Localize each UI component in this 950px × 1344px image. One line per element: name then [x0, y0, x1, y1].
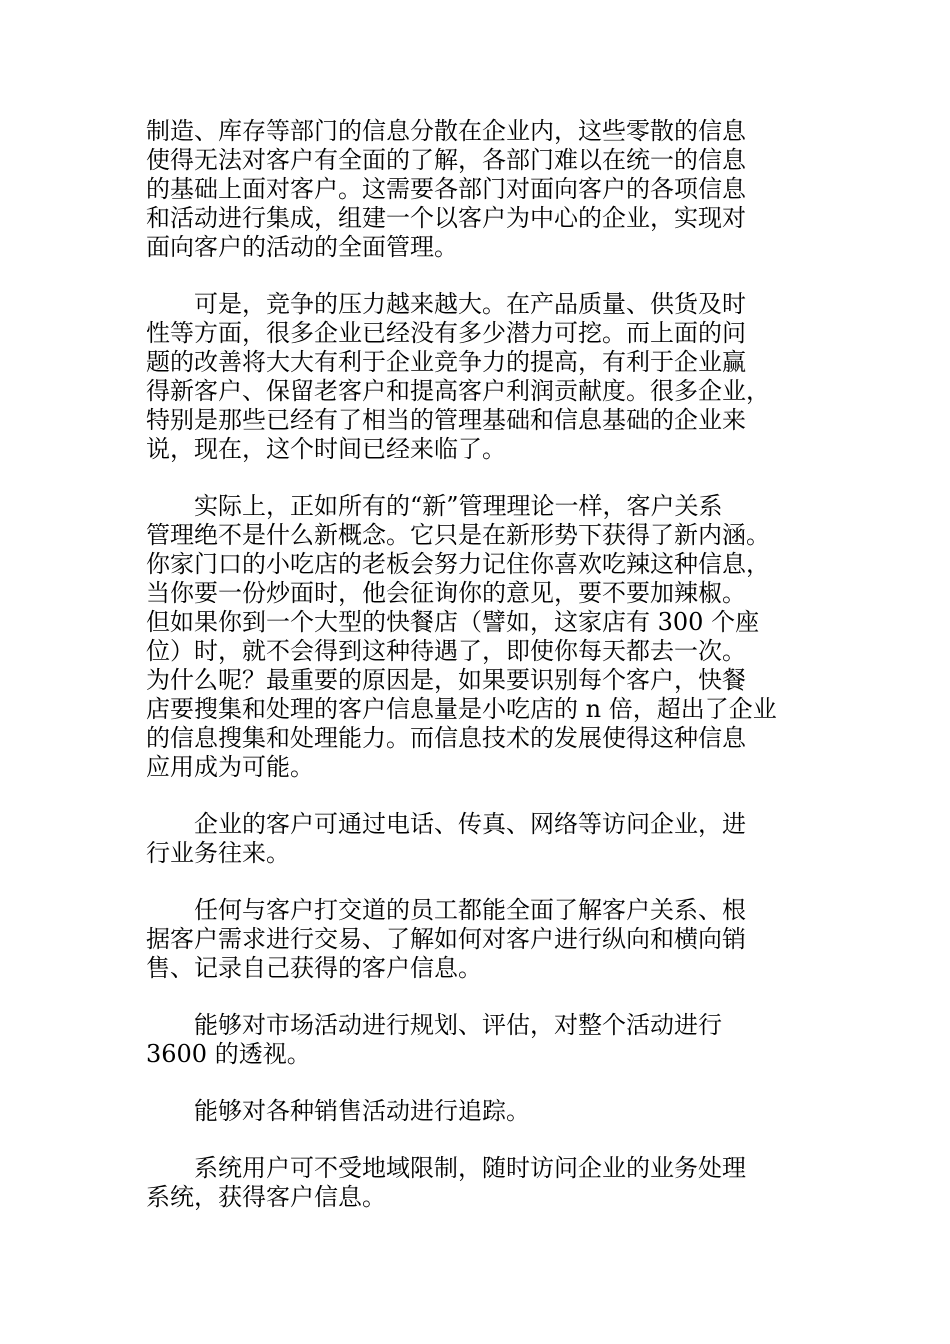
text-line: 题的改善将大大有利于企业竞争力的提高，有利于企业赢	[146, 348, 746, 376]
text-line: 售、记录自己获得的客户信息。	[146, 954, 482, 982]
text-line: 位）时，就不会得到这种待遇了，即使你每天都去一次。	[146, 637, 746, 665]
text-line: 的基础上面对客户。这需要各部门对面向客户的各项信息	[146, 175, 746, 203]
paragraph-6	[146, 1011, 810, 1069]
text-line: 能够对各种销售活动进行追踪。	[146, 1097, 530, 1125]
paragraph-3	[146, 492, 810, 782]
text-line: 为什么呢？最重要的原因是，如果要识别每个客户，快餐	[146, 666, 746, 694]
text-line: 和活动进行集成，组建一个以客户为中心的企业，实现对	[146, 204, 746, 232]
text-line: 店要搜集和处理的客户信息量是小吃店的 n 倍，超出了企业	[146, 695, 777, 723]
text-line: 你家门口的小吃店的老板会努力记住你喜欢吃辣这种信息，	[146, 550, 770, 578]
text-line: 特别是那些已经有了相当的管理基础和信息基础的企业来	[146, 406, 746, 434]
text-line: 管理绝不是什么新概念。它只是在新形势下获得了新内涵。	[146, 521, 770, 549]
text-line: 面向客户的活动的全面管理。	[146, 233, 458, 261]
text-line: 任何与客户打交道的员工都能全面了解客户关系、根	[146, 896, 746, 924]
paragraph-5	[146, 896, 810, 983]
text-line: 系统用户可不受地域限制，随时访问企业的业务处理	[146, 1154, 746, 1182]
paragraph-2	[146, 290, 810, 464]
paragraph-7	[146, 1097, 810, 1126]
paragraph-1	[146, 117, 810, 262]
paragraph-8	[146, 1154, 810, 1212]
text-line: 使得无法对客户有全面的了解，各部门难以在统一的信息	[146, 146, 746, 174]
text-line: 当你要一份炒面时，他会征询你的意见，要不要加辣椒。	[146, 579, 746, 607]
text-line: 的信息搜集和处理能力。而信息技术的发展使得这种信息	[146, 724, 746, 752]
text-line: 据客户需求进行交易、了解如何对客户进行纵向和横向销	[146, 925, 746, 953]
text-line: 应用成为可能。	[146, 753, 314, 781]
text-line: 实际上，正如所有的“新”管理理论一样，客户关系	[146, 492, 723, 520]
document-body	[146, 117, 810, 1240]
paragraph-4	[146, 810, 810, 868]
text-line: 可是，竞争的压力越来越大。在产品质量、供货及时	[146, 290, 746, 318]
text-line: 得新客户、保留老客户和提高客户利润贡献度。很多企业，	[146, 377, 770, 405]
text-line: 性等方面，很多企业已经没有多少潜力可挖。而上面的问	[146, 319, 746, 347]
text-line: 制造、库存等部门的信息分散在企业内，这些零散的信息	[146, 117, 746, 145]
text-line: 能够对市场活动进行规划、评估，对整个活动进行	[146, 1011, 722, 1039]
text-line: 行业务往来。	[146, 839, 290, 867]
text-line: 3600 的透视。	[146, 1040, 311, 1068]
text-line: 但如果你到一个大型的快餐店（譬如，这家店有 300 个座	[146, 608, 760, 636]
text-line: 系统，获得客户信息。	[146, 1183, 386, 1211]
text-line: 说，现在，这个时间已经来临了。	[146, 435, 506, 463]
text-line: 企业的客户可通过电话、传真、网络等访问企业，进	[146, 810, 746, 838]
